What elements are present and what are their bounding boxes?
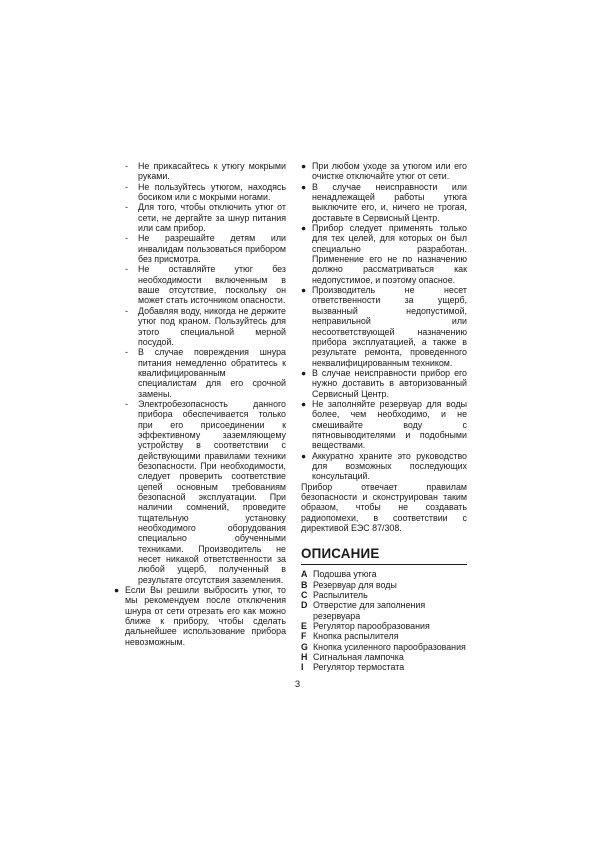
bullet-list-item xyxy=(301,285,467,368)
part-name: Подошва утюга xyxy=(313,569,377,580)
dash-list-item xyxy=(114,202,286,233)
part-letter: D xyxy=(301,600,308,611)
dash-marker: - xyxy=(125,181,128,192)
bullet-icon: ● xyxy=(301,367,307,378)
dash-list-item xyxy=(114,161,286,182)
bullet-icon: ● xyxy=(301,181,307,192)
bullet-list xyxy=(114,585,286,647)
compliance-text: Прибор отвечает правилам безопасности и сконструирован таким образом, чтобы не создавать радиопомехи, в соответствии с директивой ЕЭС 87/308. xyxy=(301,481,467,534)
bullet-icon: ● xyxy=(301,285,307,296)
dash-list xyxy=(114,161,286,585)
bullet-list-item xyxy=(301,161,467,182)
dash-list-item xyxy=(114,347,286,399)
item-text: Не разрешайте детям или инвалидам пользоваться прибором без присмотра. xyxy=(138,233,286,265)
part-name: Кнопка распылителя xyxy=(313,631,399,642)
dash-list-item xyxy=(114,233,286,264)
part-letter: B xyxy=(301,579,308,590)
dash-list-item xyxy=(114,182,286,203)
item-text: Прибор следует применять только для тех целей, для которых он был специально разработан. Применение его не по назначению должно рассматриваться как недопустимое, и поэтому опасное. xyxy=(312,223,467,285)
dash-list-item xyxy=(114,306,286,347)
description-item xyxy=(301,652,467,662)
dash-list-item xyxy=(114,264,286,305)
dash-marker: - xyxy=(125,264,128,275)
description-item xyxy=(301,590,467,600)
bullet-icon: ● xyxy=(301,398,307,409)
part-letter: G xyxy=(301,641,308,652)
dash-marker: - xyxy=(125,347,128,358)
description-item xyxy=(301,642,467,652)
item-text: Для того, чтобы отключить утюг от сети, не дергайте за шнур питания или сам прибор. xyxy=(138,202,286,234)
bullet-list-item xyxy=(301,399,467,451)
left-column xyxy=(114,161,286,647)
part-letter: C xyxy=(301,590,308,601)
description-item xyxy=(301,662,467,672)
dash-marker: - xyxy=(125,161,128,171)
item-text: Не оставляйте утюг без необходимости включенным в ваше отсутствие, поскольку он может стать источником опасности. xyxy=(138,264,286,306)
description-list xyxy=(301,569,467,672)
part-name: Кнопка усиленного парообразования xyxy=(313,641,466,652)
dash-list-item xyxy=(114,399,286,585)
item-text: Не заполняйте резервуар для воды более, чем необходимо, и не смешивайте воду с пятновыводителями и подобными веществами. xyxy=(312,398,467,451)
bullet-list xyxy=(301,161,467,482)
item-text: Не пользуйтесь утюгом, находясь босиком или с мокрыми ногами. xyxy=(138,181,286,203)
bullet-icon: ● xyxy=(114,585,120,596)
item-text: В случае повреждения шнура питания немедленно обратитесь к квалифицированным специалистам для его срочной замены. xyxy=(138,347,286,399)
page-number: 3 xyxy=(294,679,301,690)
part-letter: H xyxy=(301,652,308,663)
description-item xyxy=(301,621,467,631)
item-text: Электробезопасность данного прибора обеспечивается только при его присоединении к эффективному заземляющему устройству в соответствии с действующими правилами техники безопасности. При необходимости, следует проверить соответствие цепей основным требованиям безопасной эксплуатации. При наличии сомнений, проведите тщательную установку необходимого оборудования специально обученными техниками. Производитель не несет никакой ответственности за любой ущерб, полученный в результате отсутствия заземления. xyxy=(138,398,286,585)
description-item xyxy=(301,569,467,579)
item-text: Если Вы решили выбросить утюг, то мы рекомендуем после отключения шнура от сети отрезать его как можно ближе к прибору, чтобы сделать дальнейшее использование прибора невозможным. xyxy=(125,585,286,647)
part-name: Регулятор парообразования xyxy=(313,621,430,632)
bullet-list-item xyxy=(114,585,286,647)
item-text: Не прикасайтесь к утюгу мокрыми руками. xyxy=(138,161,286,182)
section-heading: ОПИСАНИЕ xyxy=(301,546,467,565)
part-name: Отверстие для заполнения резервуара xyxy=(313,600,426,621)
item-text: Аккуратно храните это руководство для возможных последующих консультаций. xyxy=(312,450,467,482)
bullet-list-item xyxy=(301,223,467,285)
bullet-icon: ● xyxy=(301,450,307,461)
part-letter: E xyxy=(301,621,307,632)
part-letter: F xyxy=(301,631,307,642)
part-name: Резервуар для воды xyxy=(313,579,397,590)
right-column xyxy=(301,161,467,673)
description-item xyxy=(301,631,467,641)
item-text: В случае неисправности прибор его нужно доставить в авторизованный Сервисный Центр. xyxy=(312,367,467,399)
dash-marker: - xyxy=(125,233,128,244)
part-letter: A xyxy=(301,569,308,580)
dash-marker: - xyxy=(125,202,128,213)
item-text: Добавляя воду, никогда не держите утюг под краном. Пользуйтесь для этого специальной мерной посудой. xyxy=(138,305,286,347)
item-text: Производитель не несет ответственности за ущерб, вызванный недопустимой, неправильной или несоответствующей назначению прибора эксплуатацией, а также в результате ремонта, проведенного неквалифицированным техником. xyxy=(312,285,467,368)
part-name: Распылитель xyxy=(313,590,368,601)
part-name: Регулятор термостата xyxy=(313,662,405,673)
item-text: В случае неисправности или ненадлежащей работы утюга выключите его, и, ничего не трогая, доставьте в Сервисный Центр. xyxy=(312,181,467,223)
item-text: При любом уходе за утюгом или его очистке отключайте утюг от сети. xyxy=(312,161,467,182)
description-item xyxy=(301,580,467,590)
dash-marker: - xyxy=(125,398,128,409)
part-name: Сигнальная лампочка xyxy=(313,652,404,663)
bullet-list-item xyxy=(301,451,467,482)
bullet-icon: ● xyxy=(301,161,307,171)
bullet-icon: ● xyxy=(301,223,307,234)
bullet-list-item xyxy=(301,182,467,223)
bullet-list-item xyxy=(301,368,467,399)
dash-marker: - xyxy=(125,305,128,316)
part-letter: I xyxy=(301,662,304,673)
description-item xyxy=(301,600,467,621)
